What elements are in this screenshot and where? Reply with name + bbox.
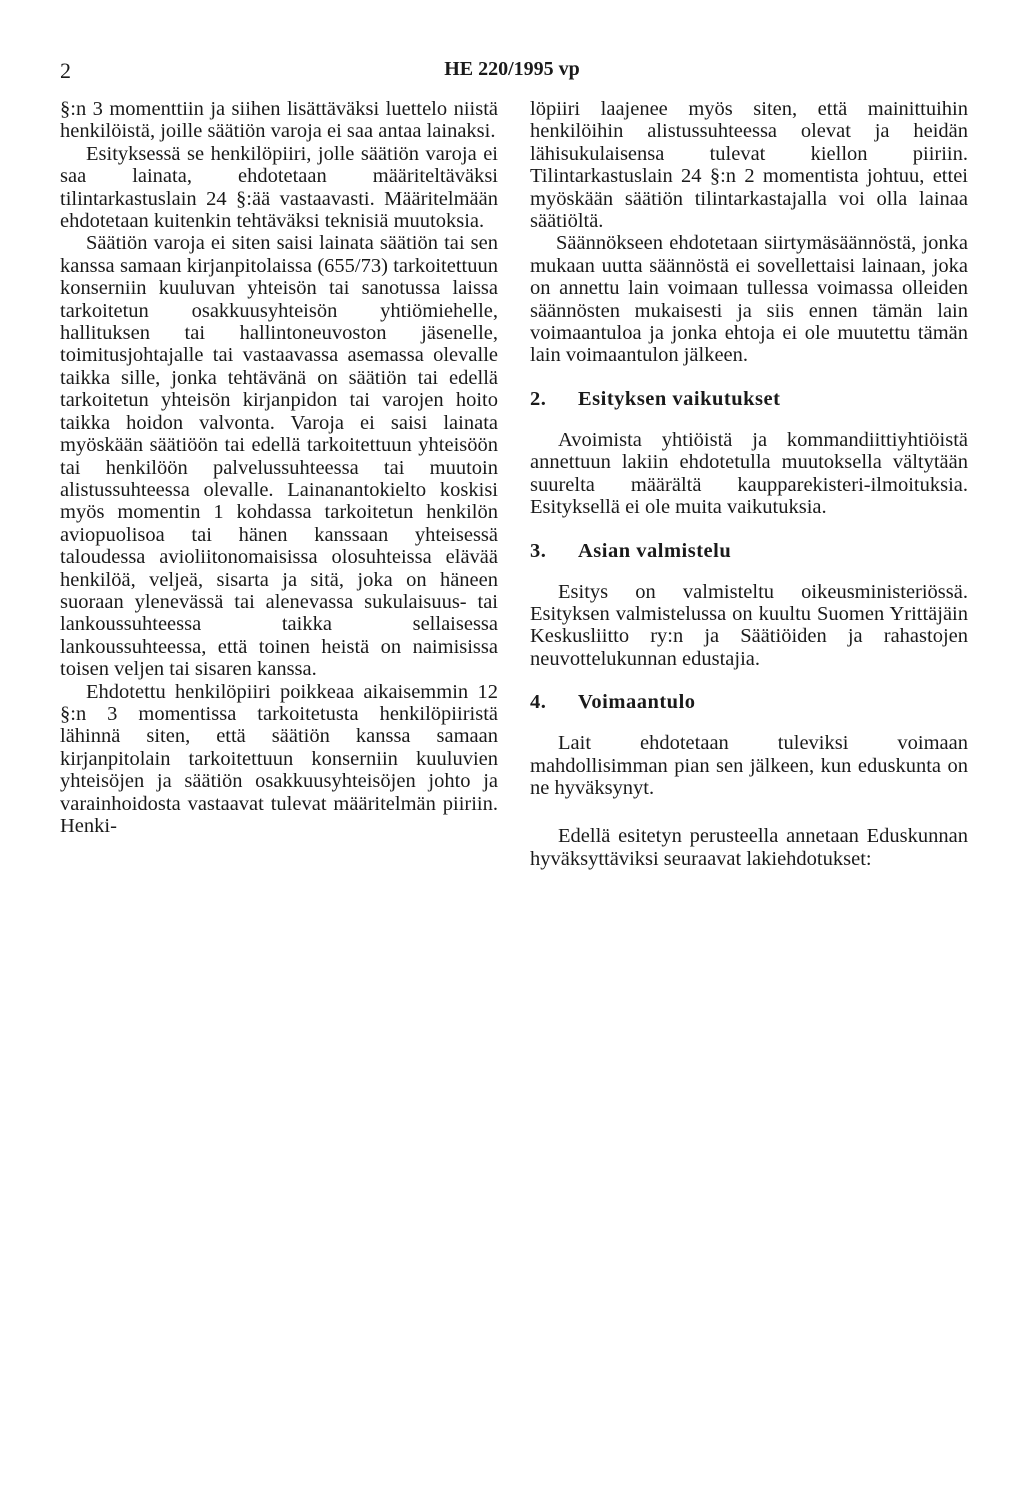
left-paragraph-4: Ehdotettu henkilöpiiri poikkeaa aikaisemmin 12 §:n 3 momentissa tarkoitetusta henkilöpiiristä lähinnä siten, että säätiön kanssa samaan kirjanpitolain tarkoitettuun konserniin kuuluvien yhteisöjen ja säätiön osakkuusyhteisöjen johto ja varainhoidosta vastaavat tulevat määritelmän piiriin. Henki- (60, 680, 498, 837)
section-number: 2. (530, 387, 547, 410)
right-paragraph-2: Säännökseen ehdotetaan siirtymäsäännöstä, jonka mukaan uutta säännöstä ei sovellettaisi lainaan, joka on annettu lain voimaan tullessa voimassa olleiden säännösten mukaisesti ja siis ennen tämän lain voimaantuloa ja jonka ehtoja ei ole muutettu tämän lain voimaantulon jälkeen. (530, 232, 968, 367)
section-title: Asian valmistelu (578, 539, 732, 562)
running-title: HE 220/1995 vp (444, 58, 580, 80)
section-title: Esityksen vaikutukset (578, 387, 781, 410)
right-column (530, 98, 968, 870)
section-text: Avoimista yhtiöistä ja kommandiittiyhtiöistä annettuun lakiin ehdotetulla muutoksella vältytään suurelta määrältä kaupparekisteri-ilmoituksia. Esityksellä ei ole muita vaikutuksia. (530, 428, 968, 519)
closing-paragraph: Edellä esitetyn perusteella annetaan Eduskunnan hyväksyttäviksi seuraavat lakiehdotukset: (530, 825, 968, 870)
section-title: Voimaantulo (578, 691, 696, 714)
section-heading (530, 539, 968, 563)
left-paragraph-1: §:n 3 momenttiin ja siihen lisättäväksi luettelo niistä henkilöistä, joille säätiön varoja ei saa antaa lainaksi. (60, 98, 498, 143)
section-number: 4. (530, 691, 547, 714)
section-heading (530, 690, 968, 714)
section-4 (530, 690, 968, 799)
left-paragraph-3: Säätiön varoja ei siten saisi lainata säätiön tai sen kanssa samaan kirjanpitolaissa (655/73) tarkoitettuun konserniin kuuluvan yhteisön tai sanotussa laissa tarkoitetun osakkuusyhteisön yhtiömiehelle, hallituksen tai hallintoneuvoston jäsenelle, toimitusjohtajalle tai vastaavassa asemassa olevalle taikka sille, jonka tehtävänä on säätiön tai edellä tarkoitetun yhteisön kirjanpidon tai varojen hoito taikka hoidon valvonta. Varoja ei saisi lainata myöskään säätiöön tai edellä tarkoitettuun yhteisöön tai henkilöön palvelussuhteessa tai muutoin alistussuhteessa olevalle. Lainanantokielto koskisi myös momentin 1 kohdassa tarkoitetun henkilön aviopuolisoa tai hänen kanssaan yhteisessä taloudessa avioliitonomaisissa olosuhteissa elävää henkilöä, veljeä, sisarta ja sitä, joka on häneen suoraan ylenevässä tai alenevassa sukulaisuus- tai lankoussuhteessa taikka sellaisessa lankoussuhteessa, että toinen heistä on naimisissa toisen veljen tai sisaren kanssa. (60, 232, 498, 681)
page-number: 2 (60, 58, 71, 83)
right-paragraph-1: löpiiri laajenee myös siten, että mainittuihin henkilöihin alistussuhteessa olevat ja heidän lähisukulaisensa tulevat kiellon piiriin. Tilintarkastuslain 24 §:n 2 momentista johtuu, ettei myöskään säätiön tilintarkastajalla voi olla lainaa säätiöltä. (530, 98, 968, 233)
section-number: 3. (530, 539, 547, 562)
left-column (60, 98, 498, 837)
section-heading (530, 387, 968, 411)
section-text: Esitys on valmisteltu oikeusministeriössä. Esityksen valmistelussa on kuultu Suomen Yrittäjäin Keskusliitto ry:n ja Säätiöiden ja rahastojen neuvottelukunnan edustajia. (530, 580, 968, 670)
section-2 (530, 387, 968, 519)
left-paragraph-2: Esityksessä se henkilöpiiri, jolle säätiön varoja ei saa lainata, ehdotetaan määriteltäväksi tilintarkastuslain 24 §:ää vastaavasti. Määritelmään ehdotetaan kuitenkin tehtäväksi teknisiä muutoksia. (60, 142, 498, 233)
section-text: Lait ehdotetaan tuleviksi voimaan mahdollisimman pian sen jälkeen, kun eduskunta on ne hyväksynyt. (530, 732, 968, 799)
section-3 (530, 539, 968, 671)
